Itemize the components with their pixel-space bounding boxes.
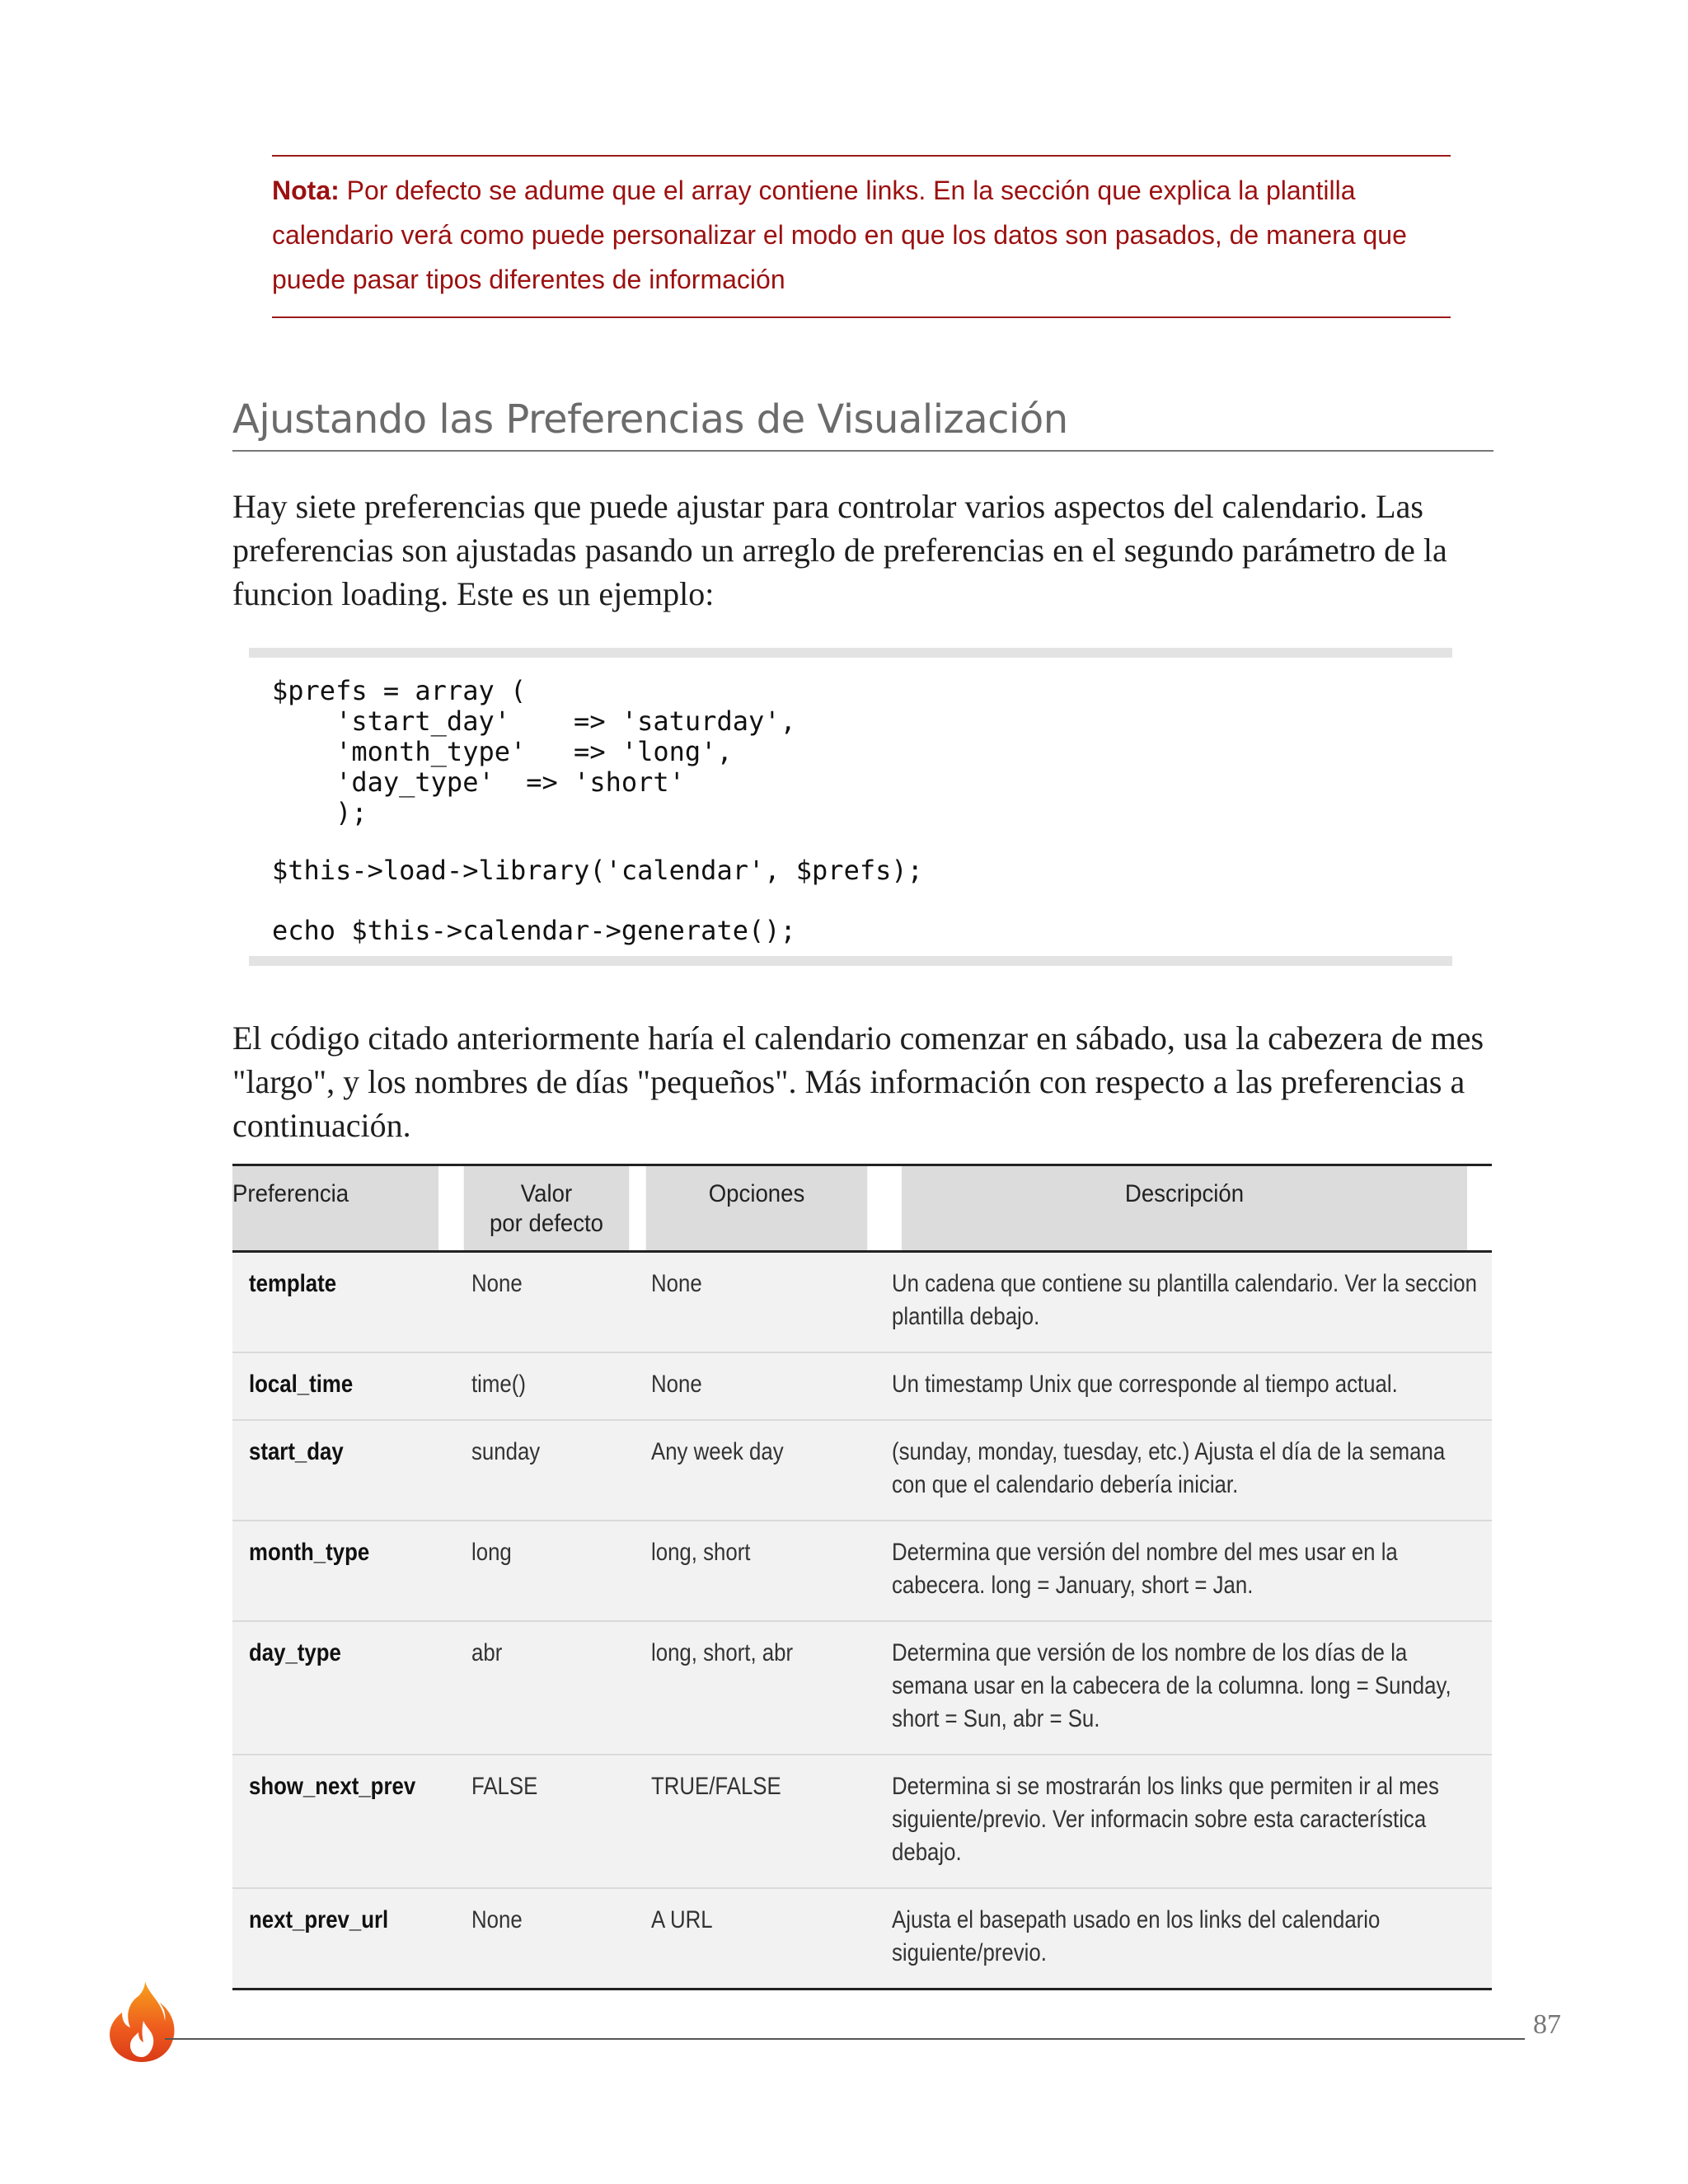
pref-description: Un timestamp Unix que corresponde al tiempo actual.	[877, 1352, 1492, 1420]
table-row	[232, 1252, 1492, 1353]
pref-options: Any week day	[636, 1420, 877, 1521]
table-row	[232, 1352, 1492, 1420]
code-block	[249, 648, 1452, 966]
code-line: $this->load->library('calendar', $prefs);	[272, 855, 923, 886]
header-preference: Preferencia	[232, 1165, 438, 1252]
header-default: Valor por defecto	[464, 1165, 630, 1252]
pref-options: TRUE/FALSE	[636, 1755, 877, 1888]
pref-name: show_next_prev	[232, 1755, 457, 1888]
pref-name: template	[232, 1252, 457, 1353]
codeigniter-flame-icon	[106, 1978, 180, 2064]
pref-default: FALSE	[457, 1755, 636, 1888]
pref-default: abr	[457, 1621, 636, 1755]
footer-rule	[165, 2038, 1525, 2040]
pref-options: long, short	[636, 1521, 877, 1621]
pref-description: Determina si se mostrarán los links que permiten ir al mes siguiente/previo. Ver informacin sobre esta característica debajo.	[877, 1755, 1492, 1888]
pref-options: None	[636, 1352, 877, 1420]
pref-description: (sunday, monday, tuesday, etc.) Ajusta el día de la semana con que el calendario debería iniciar.	[877, 1420, 1492, 1521]
pref-name: month_type	[232, 1521, 457, 1621]
explanation-paragraph: El código citado anteriormente haría el calendario comenzar en sábado, usa la cabezera de mes "largo", y los nombres de días "pequeños". Más información con respecto a las preferencias a continuación.	[232, 1019, 1484, 1144]
pref-description: Determina que versión de los nombre de los días de la semana usar en la cabecera de la columna. long = Sunday, short = Sun, abr = Su.	[877, 1621, 1492, 1755]
header-description: Descripción	[902, 1165, 1467, 1252]
pref-description: Un cadena que contiene su plantilla calendario. Ver la seccion plantilla debajo.	[877, 1252, 1492, 1353]
note-label: Nota:	[272, 176, 340, 205]
pref-description: Determina que versión del nombre del mes usar en la cabecera. long = January, short = Jan.	[877, 1521, 1492, 1621]
code-line: );	[272, 797, 368, 828]
pref-name: start_day	[232, 1420, 457, 1521]
table-row	[232, 1621, 1492, 1755]
section-title: Ajustando las Preferencias de Visualización	[232, 391, 1493, 452]
pref-default: long	[457, 1521, 636, 1621]
note-box	[272, 155, 1451, 318]
table-header-row	[232, 1165, 1492, 1252]
pref-options: None	[636, 1252, 877, 1353]
code-line: 'start_day' => 'saturday',	[272, 705, 796, 737]
table-row	[232, 1888, 1492, 1990]
pref-default: None	[457, 1888, 636, 1990]
table-row	[232, 1420, 1492, 1521]
pref-description: Ajusta el basepath usado en los links del calendario siguiente/previo.	[877, 1888, 1492, 1990]
page-number: 87	[1533, 2009, 1561, 2040]
pref-options: A URL	[636, 1888, 877, 1990]
pref-default: sunday	[457, 1420, 636, 1521]
code-line: echo $this->calendar->generate();	[272, 915, 796, 946]
code-line: $prefs = array (	[272, 675, 527, 706]
preferences-table	[232, 1164, 1492, 1990]
header-options: Opciones	[646, 1165, 868, 1252]
pref-default: time()	[457, 1352, 636, 1420]
note-text: Por defecto se adume que el array contiene links. En la sección que explica la plantilla calendario verá como puede personalizar el modo en que los datos son pasados, de manera que puede pasar tipos diferentes de información	[272, 176, 1407, 294]
pref-name: day_type	[232, 1621, 457, 1755]
code-line: 'month_type' => 'long',	[272, 736, 733, 767]
pref-default: None	[457, 1252, 636, 1353]
intro-paragraph: Hay siete preferencias que puede ajustar para controlar varios aspectos del calendario. Las preferencias son ajustadas pasando un arreglo de preferencias en el segundo parámetro de la funcion loading. Este es un ejemplo:	[232, 488, 1447, 612]
pref-name: local_time	[232, 1352, 457, 1420]
code-line: 'day_type' => 'short'	[272, 766, 685, 798]
table-row	[232, 1521, 1492, 1621]
pref-options: long, short, abr	[636, 1621, 877, 1755]
pref-name: next_prev_url	[232, 1888, 457, 1990]
table-row	[232, 1755, 1492, 1888]
